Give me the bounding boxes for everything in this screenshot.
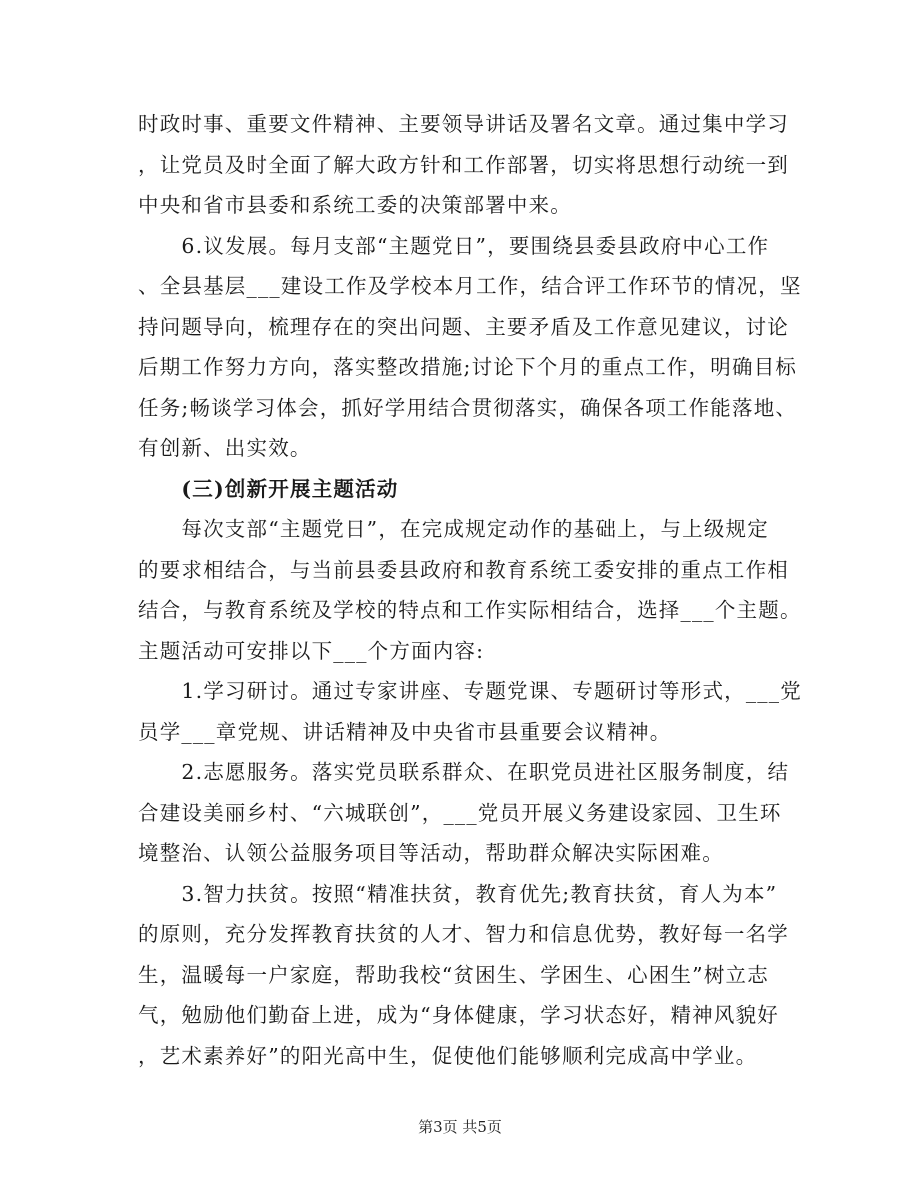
document-body [138,104,802,1076]
body-line: 任务;畅谈学习体会，抓好学用结合贯彻落实，确保各项工作能落地、 [138,395,798,420]
body-line: 的要求相结合，与当前县委县政府和教育系统工委安排的重点工作相 [138,557,789,582]
body-line: 6.议发展。每月支部“主题党日”，要围绕县委县政府中心工作 [138,233,770,258]
section-heading: (三)创新开展主题活动 [138,476,399,501]
body-line: ，艺术素养好”的阳光高中生，促使他们能够顺利完成高中学业。 [138,1043,758,1068]
body-line: 中央和省市县委和系统工委的决策部署中来。 [138,193,572,217]
body-line: 3.智力扶贫。按照“精准扶贫，教育优先;教育扶贫，育人为本” [138,881,778,906]
body-line: 2.志愿服务。落实党员联系群众、在职党员进社区服务制度，结 [138,760,790,784]
body-line: 1.学习研讨。通过专家讲座、专题党课、专题研讨等形式，___党 [138,679,802,703]
body-line: 持问题导向，梳理存在的突出问题、主要矛盾及工作意见建议，讨论 [138,314,789,339]
body-line: 员学___章党规、讲话精神及中央省市县重要会议精神。 [138,719,672,744]
body-line: 后期工作努力方向，落实整改措施;讨论下个月的重点工作，明确目标 [138,355,798,379]
body-line: 生，温暖每一户家庭，帮助我校“贫困生、学困生、心困生”树立志 [138,962,769,987]
body-line: 的原则，充分发挥教育扶贫的人才、智力和信息优势，教好每一名学 [138,922,789,946]
body-line: 、全县基层___建设工作及学校本月工作，结合评工作环节的情况，坚 [138,274,802,298]
body-line: 结合，与教育系统及学校的特点和工作实际相结合，选择___个主题。 [138,598,802,622]
body-line: 境整治、认领公益服务项目等活动，帮助群众解决实际困难。 [138,841,724,865]
body-line: 每次支部“主题党日”，在完成规定动作的基础上，与上级规定 [138,517,769,541]
body-line: ，让党员及时全面了解大政方针和工作部署，切实将思想行动统一到 [138,152,789,177]
body-line: 合建设美丽乡村、“六城联创”，___党员开展义务建设家园、卫生环 [138,800,782,825]
body-line: 主题活动可安排以下___个方面内容: [138,638,485,663]
body-line: 气，勉励他们勤奋上进，成为“身体健康，学习状态好，精神风貌好 [138,1003,779,1027]
body-line: 时政时事、重要文件精神、主要领导讲话及署名文章。通过集中学习 [138,112,789,136]
page-number: 第3页 共5页 [418,1118,502,1136]
body-line: 有创新、出实效。 [138,436,312,460]
